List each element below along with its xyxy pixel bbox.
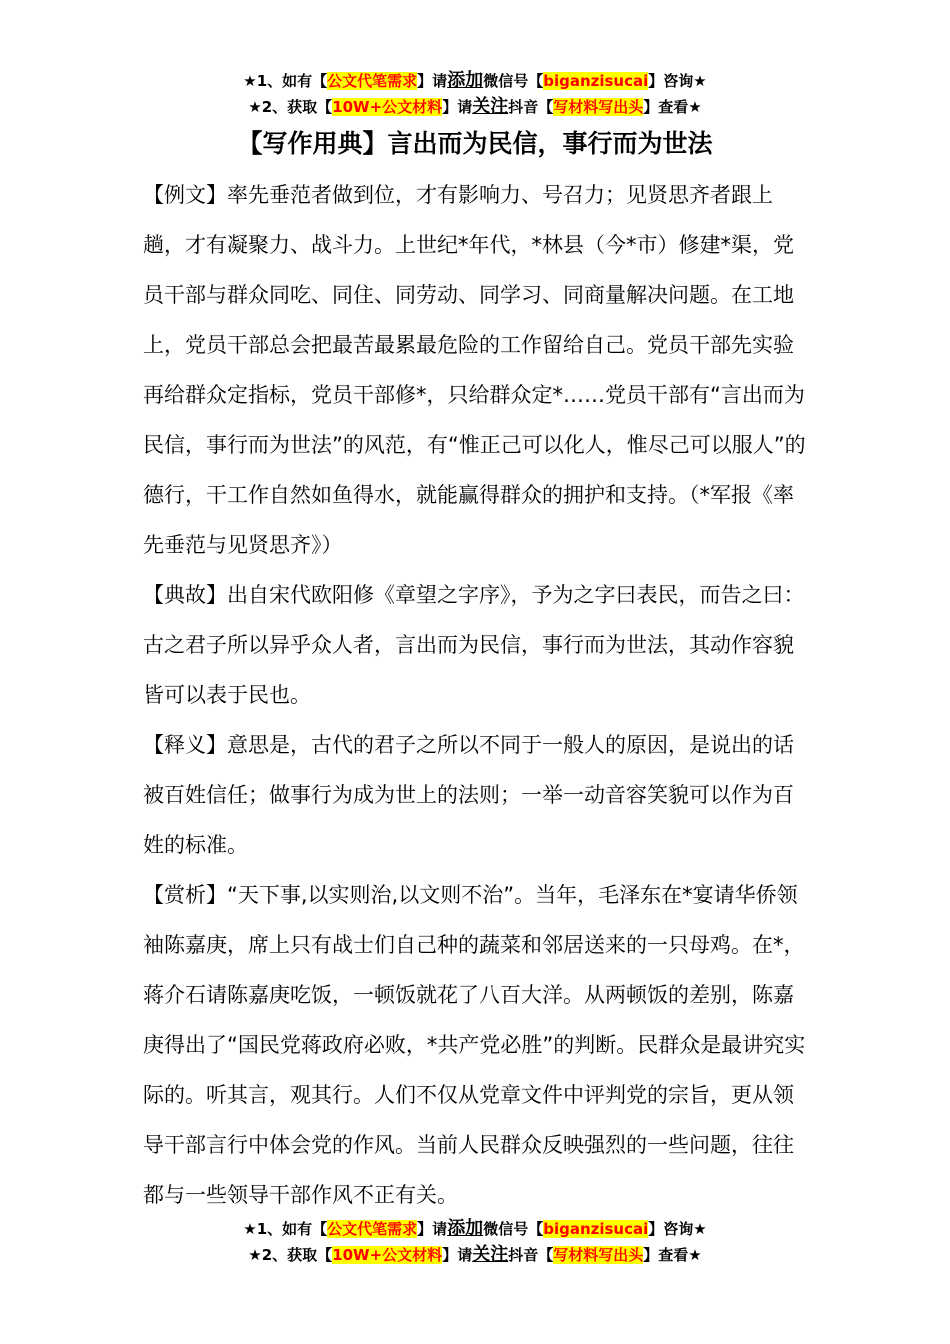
banner-text: 】请 <box>417 1220 448 1238</box>
douyin-id: 写材料写出头 <box>553 1246 644 1264</box>
banner-line-1 <box>0 1216 950 1242</box>
douyin-id: 写材料写出头 <box>553 98 644 116</box>
banner-text: 】请 <box>442 98 473 116</box>
banner-text: 抖音【 <box>508 98 554 116</box>
header-banner <box>0 68 950 120</box>
highlight-text: 10W+公文材料 <box>332 98 443 116</box>
banner-line-2 <box>0 94 950 120</box>
underlined-text: 关注 <box>472 1244 509 1265</box>
banner-text: 】查看★ <box>643 1246 702 1264</box>
document-body <box>143 170 811 1220</box>
paragraph-allusion: 【典故】出自宋代欧阳修《章望之字序》，予为之字曰表民，而告之曰：古之君子所以异乎众人者，言出而为民信，事行而为世法，其动作容貌皆可以表于民也。 <box>143 583 805 707</box>
underlined-text: 添加 <box>447 1218 484 1239</box>
banner-text: ★1、如有【 <box>243 72 328 90</box>
banner-text: 】查看★ <box>643 98 702 116</box>
banner-text: ★1、如有【 <box>243 1220 328 1238</box>
wechat-id: biganzisucai <box>543 1220 649 1238</box>
banner-text: 】咨询★ <box>648 1220 707 1238</box>
paragraph-meaning: 【释义】意思是，古代的君子之所以不同于一般人的原因，是说出的话被百姓信任；做事行为成为世上的法则；一举一动音容笑貌可以作为百姓的标准。 <box>143 733 794 857</box>
underlined-text: 添加 <box>447 70 484 91</box>
underlined-text: 关注 <box>472 96 509 117</box>
paragraph-analysis: 【赏析】“天下事,以实则治,以文则不治”。当年，毛泽东在*宴请华侨领袖陈嘉庚，席上只有战士们自己种的蔬菜和邻居送来的一只母鸡。在*，蒋介石请陈嘉庚吃饭，一顿饭就花了八百大洋。从两顿饭的差别，陈嘉庚得出了“国民党蒋政府必败，*共产党必胜”的判断。民群众是最讲究实际的。听其言，观其行。人们不仅从党章文件中评判党的宗旨，更从领导干部言行中体会党的作风。当前人民群众反映强烈的一些问题，往往都与一些领导干部作风不正有关。 <box>143 883 806 1207</box>
highlight-text: 公文代笔需求 <box>327 72 418 90</box>
banner-text: ★2、获取【 <box>248 1246 333 1264</box>
banner-text: ★2、获取【 <box>248 98 333 116</box>
banner-text: 】请 <box>442 1246 473 1264</box>
paragraph-example: 【例文】率先垂范者做到位，才有影响力、号召力；见贤思齐者跟上趟，才有凝聚力、战斗力。上世纪*年代，*林县（今*市）修建*渠，党员干部与群众同吃、同住、同劳动、同学习、同商量解决问题。在工地上，党员干部总会把最苦最累最危险的工作留给自己。党员干部先实验再给群众定指标，党员干部修*，只给群众定*……党员干部有“言出而为民信，事行而为世法”的风范，有“惟正己可以化人，惟尽己可以服人”的德行，干工作自然如鱼得水，就能赢得群众的拥护和支持。（*军报《率先垂范与见贤思齐》） <box>143 183 806 557</box>
document-title: 【写作用典】言出而为民信，事行而为世法 <box>237 129 713 158</box>
banner-text: 微信号【 <box>483 1220 544 1238</box>
highlight-text: 公文代笔需求 <box>327 1220 418 1238</box>
footer-banner <box>0 1216 950 1268</box>
banner-text: 】请 <box>417 72 448 90</box>
highlight-text: 10W+公文材料 <box>332 1246 443 1264</box>
banner-text: 微信号【 <box>483 72 544 90</box>
banner-line-1 <box>0 68 950 94</box>
wechat-id: biganzisucai <box>543 72 649 90</box>
banner-text: 抖音【 <box>508 1246 554 1264</box>
banner-line-2 <box>0 1242 950 1268</box>
banner-text: 】咨询★ <box>648 72 707 90</box>
